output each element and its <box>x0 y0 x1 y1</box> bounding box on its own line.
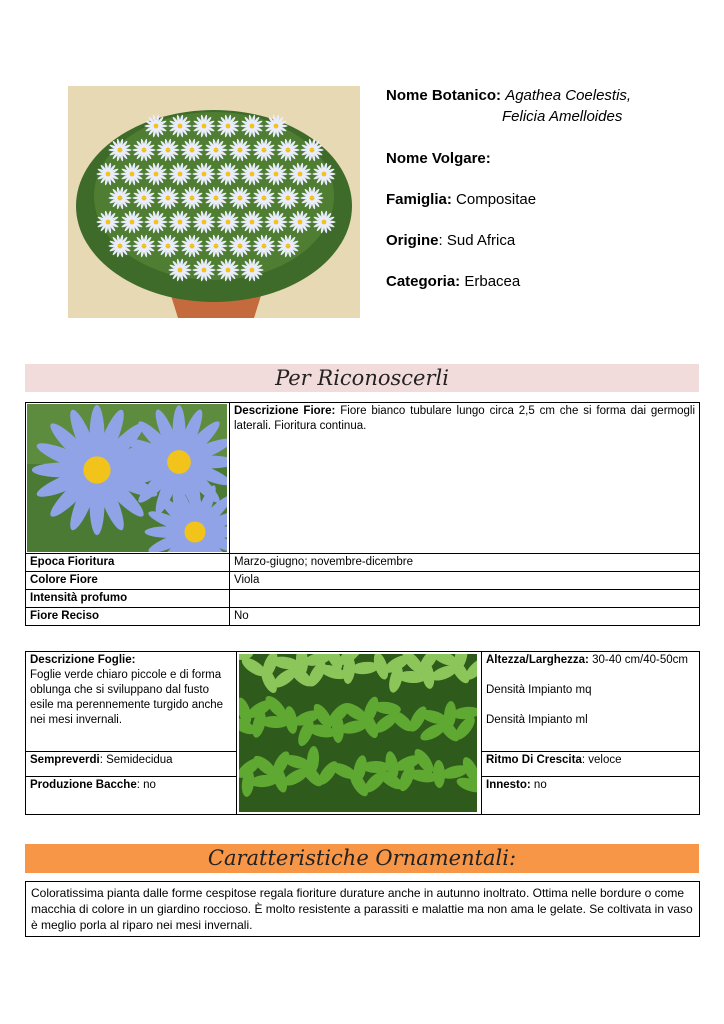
row-label: Fiore Reciso <box>26 608 230 626</box>
row-value: No <box>230 608 700 626</box>
size-cell: Altezza/Larghezza: 30-40 cm/40-50cm Densità Impianto mq Densità Impianto ml <box>482 652 700 752</box>
common-name: Nome Volgare: <box>386 150 491 167</box>
berries-cell: Produzione Bacche: no <box>26 777 237 815</box>
flower-photo-cell <box>26 403 230 554</box>
table-row <box>26 608 700 626</box>
row-value: Viola <box>230 572 700 590</box>
row-value: Marzo-giugno; novembre-dicembre <box>230 554 700 572</box>
botanical-name: Nome Botanico: Agathea Coelestis, <box>386 87 632 104</box>
botanical-name-2: Felicia Amelloides <box>502 108 623 125</box>
growth-cell: Ritmo Di Crescita: veloce <box>482 752 700 777</box>
row-label: Intensità profumo <box>26 590 230 608</box>
leaf-desc-cell: Descrizione Foglie: Foglie verde chiaro piccole e di forma oblunga che si sviluppano dal fusto esile ma perennemente turgido anche nei mesi invernali. <box>26 652 237 752</box>
table-row <box>26 554 700 572</box>
category: Categoria: Erbacea <box>386 273 521 290</box>
row-label: Epoca Fioritura <box>26 554 230 572</box>
leaf-photo-cell <box>237 652 482 815</box>
flower-closeup-photo <box>27 404 227 552</box>
table-row <box>26 572 700 590</box>
section-title-recognize: Per Riconoscerli <box>25 364 699 392</box>
flower-table <box>25 402 700 626</box>
leaf-photo <box>239 654 477 812</box>
plant-photo <box>68 86 360 318</box>
ornamental-table <box>25 881 700 937</box>
section-title-ornamental: Caratteristiche Ornamentali: <box>25 844 699 873</box>
ornamental-text: Coloratissima pianta dalle forme cespitose regala fioriture durature anche in autunno inoltrato. Ottima nelle bordure o come macchia di colore in un giardino roccioso. È molto resistente a parassiti e malattie ma non ama le gelate. Se coltivata in vaso è meglio porla al riparo nei mesi invernali. <box>26 882 700 937</box>
origin: Origine: Sud Africa <box>386 232 516 249</box>
table-row <box>26 590 700 608</box>
graft-cell: Innesto: no <box>482 777 700 815</box>
family: Famiglia: Compositae <box>386 191 537 208</box>
leaves-table <box>25 651 700 815</box>
flower-desc-cell: Descrizione Fiore: Fiore bianco tubulare lungo circa 2,5 cm che si forma dai germogli laterali. Fioritura continua. <box>230 403 700 554</box>
evergreen-cell: Sempreverdi: Semidecidua <box>26 752 237 777</box>
row-label: Colore Fiore <box>26 572 230 590</box>
row-value <box>230 590 700 608</box>
